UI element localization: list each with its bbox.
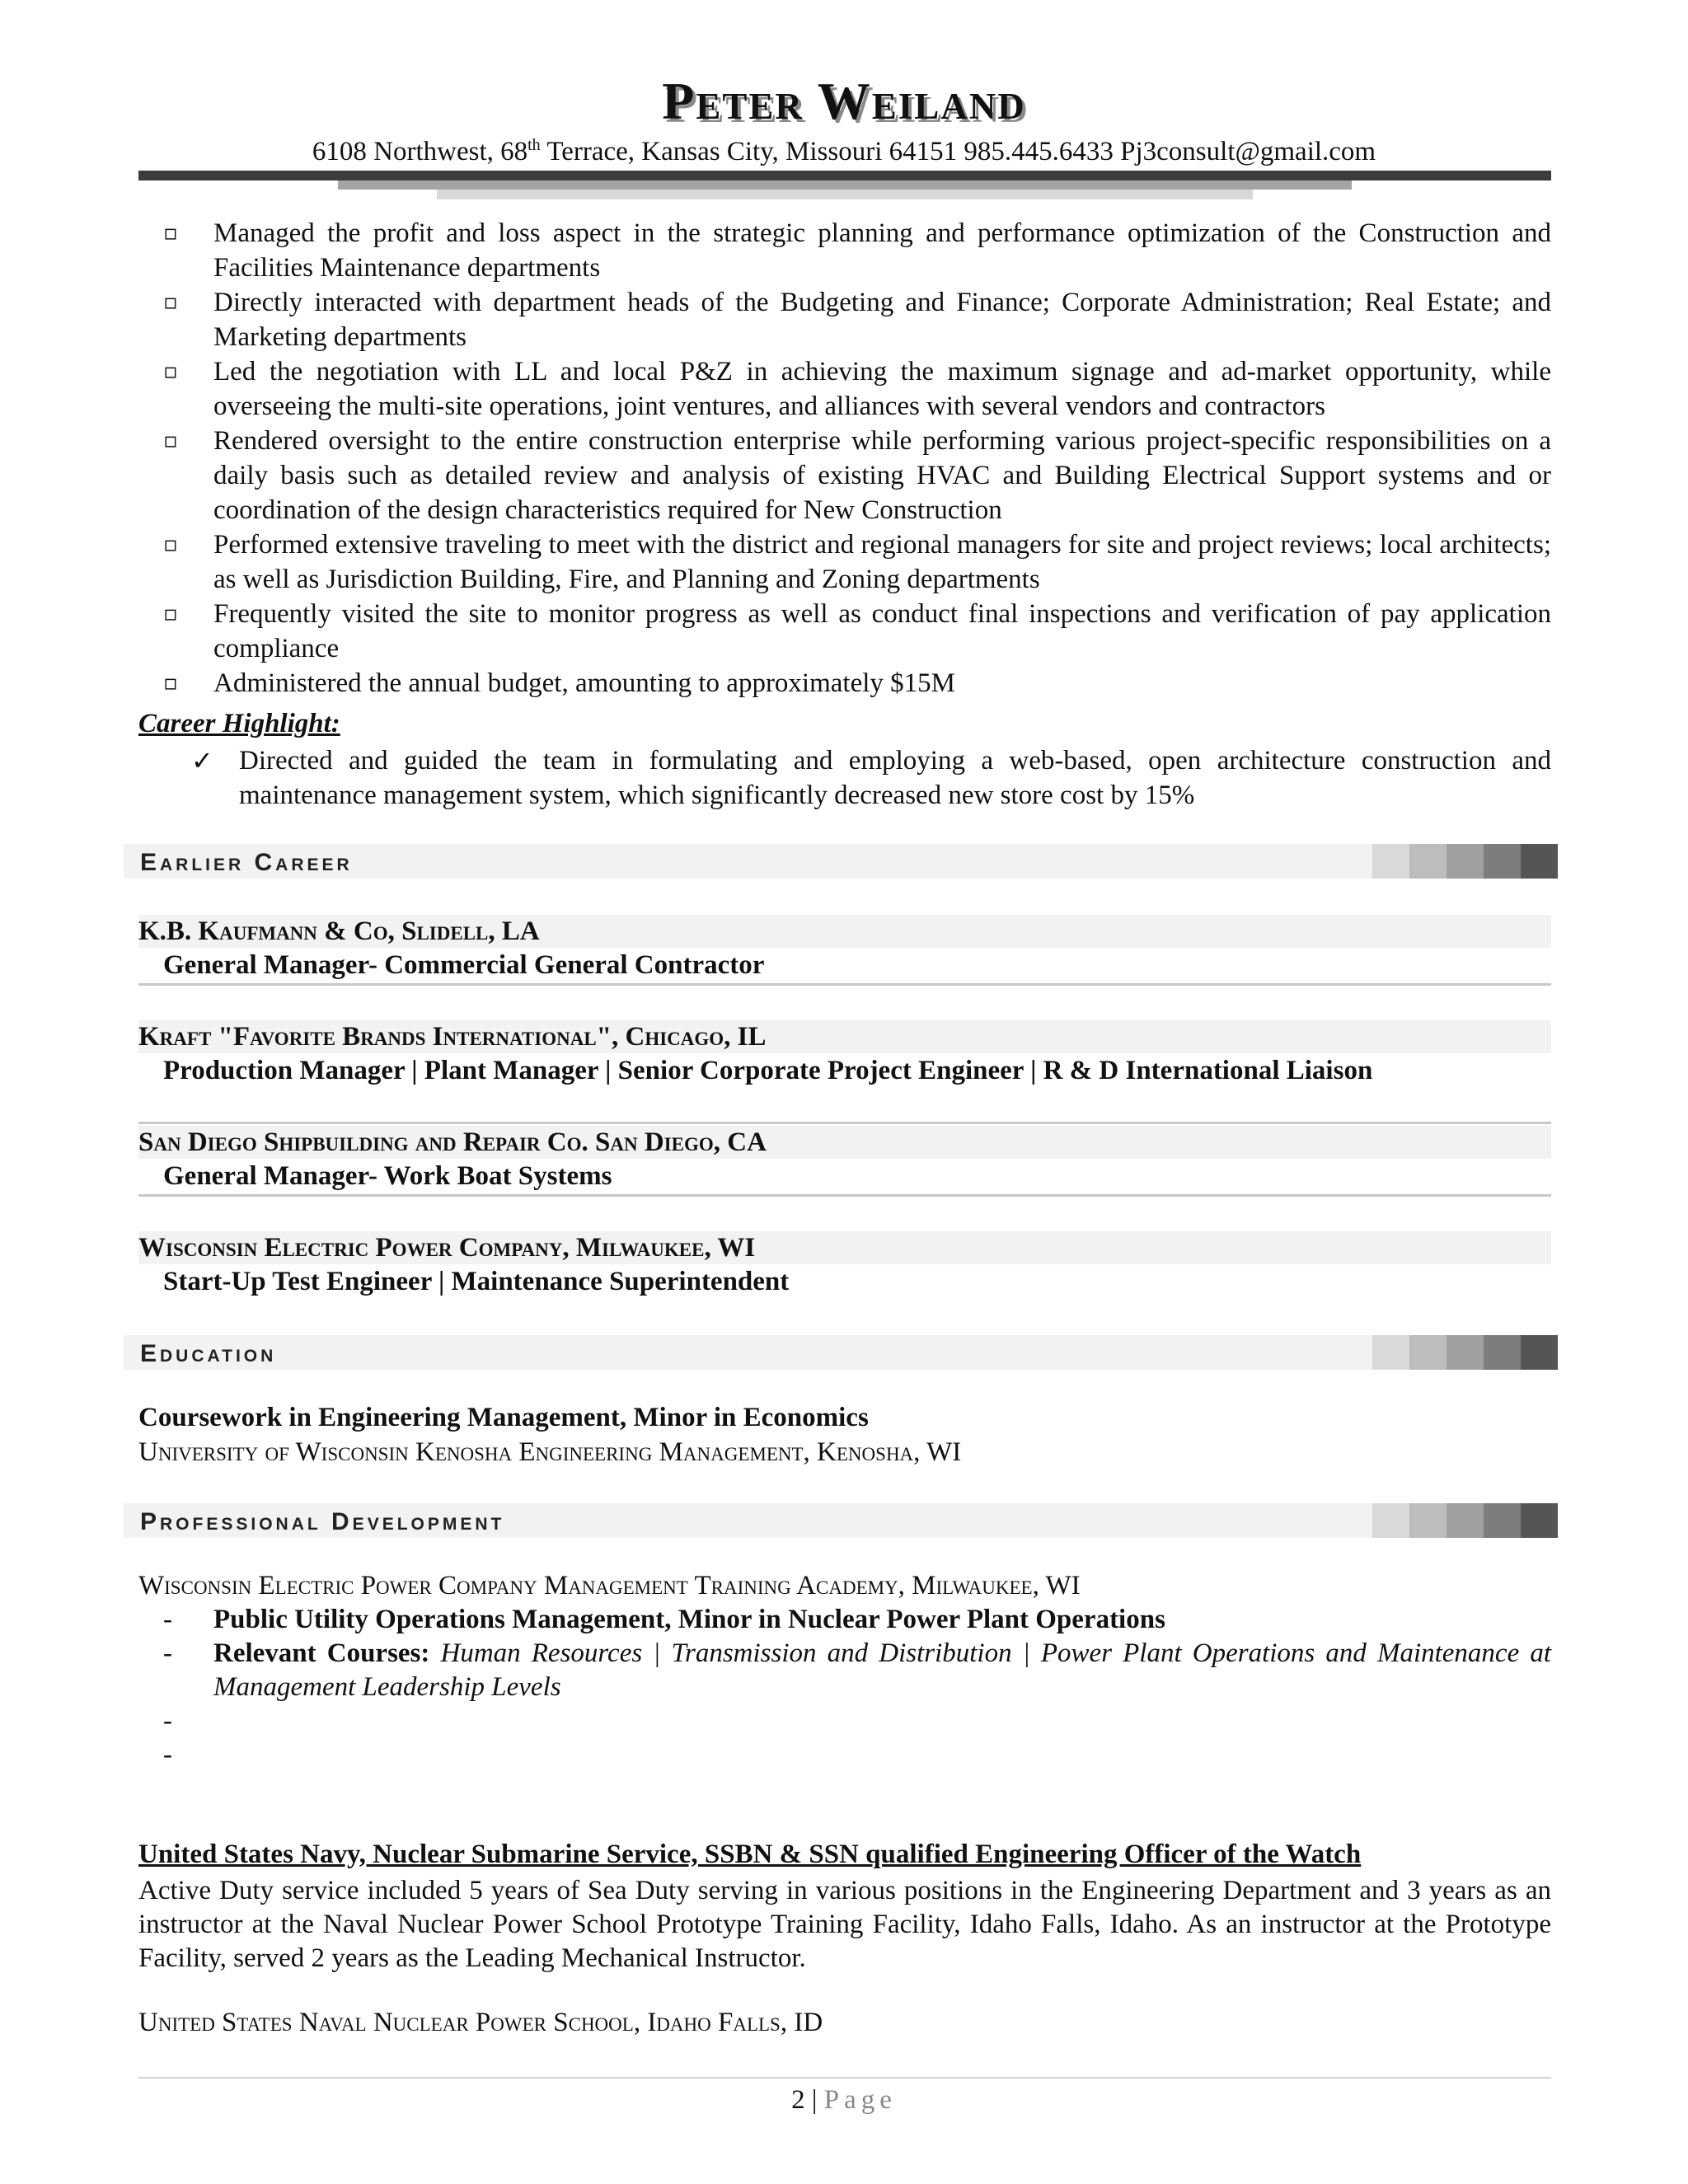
- list-item: ▫ Administered the annual budget, amounting to approximately $15M: [138, 666, 1551, 701]
- job-entry: [138, 1020, 1551, 1088]
- candidate-name: Peter Weiland: [662, 72, 1026, 130]
- company-name: Wisconsin Electric Power Company, Milwaukee, WI: [138, 1231, 1551, 1264]
- navy-service-title: United States Navy, Nuclear Submarine Service, SSBN & SSN qualified Engineering Officer of the Watch: [138, 1840, 1362, 1869]
- list-item: [138, 1704, 1551, 1738]
- gradient-square: [1447, 1503, 1484, 1538]
- gradient-square: [1372, 1335, 1409, 1370]
- gradient-square: [1484, 1503, 1521, 1538]
- job-entry: [138, 1231, 1551, 1299]
- education-degree: Coursework in Engineering Management, Minor in Economics: [138, 1403, 869, 1432]
- education-school: University of Wisconsin Kenosha Engineering Management, Kenosha, WI: [138, 1437, 962, 1467]
- bullet-icon: ▫: [163, 221, 178, 246]
- list-item: ▫ Managed the profit and loss aspect in the strategic planning and performance optimization of the Construction and Facilities Maintenance departments: [138, 216, 1551, 285]
- company-name: San Diego Shipbuilding and Repair Co. San Diego, CA: [138, 1126, 1551, 1159]
- training-list: [138, 1603, 1551, 1772]
- dash-icon: -: [163, 1638, 172, 1668]
- navy-school: United States Naval Nuclear Power School, Idaho Falls, ID: [138, 2008, 823, 2037]
- page-footer: [0, 2085, 1688, 2116]
- contact-line: [0, 136, 1688, 167]
- company-name: Kraft "Favorite Brands International", Chicago, IL: [138, 1020, 1551, 1053]
- list-item: ▫ Performed extensive traveling to meet with the district and regional managers for site and project reviews; local architects; as well as Jurisdiction Building, Fire, and Planning and Zoning departments: [138, 527, 1551, 597]
- company-name: K.B. Kaufmann & Co, Slidell, LA: [138, 915, 1551, 948]
- list-item: ▫ Frequently visited the site to monitor progress as well as conduct final inspections and verification of pay application compliance: [138, 597, 1551, 666]
- dash-icon: -: [163, 1740, 172, 1769]
- bullet-icon: ▫: [163, 429, 178, 453]
- gradient-square: [1484, 844, 1521, 879]
- section-header-professional-development: Professional Development: [124, 1503, 1558, 1538]
- divider: [138, 1194, 1551, 1197]
- divider: [138, 1122, 1551, 1124]
- page-label: Page: [823, 2085, 897, 2115]
- gradient-square: [1484, 1335, 1521, 1370]
- page-number: 2: [791, 2085, 805, 2115]
- dash-icon: -: [163, 1706, 172, 1736]
- bullet-icon: ▫: [163, 532, 178, 557]
- gradient-square: [1409, 844, 1447, 879]
- career-highlight-item: ✓ Directed and guided the team in formulating and employing a web-based, open architecture construction and maintenance management system, which significantly decreased new store cost by 15%: [191, 745, 1551, 810]
- email-link[interactable]: Pj3consult@gmail.com: [1120, 137, 1376, 166]
- gradient-square: [1409, 1503, 1447, 1538]
- header-rule-mid: [338, 180, 1352, 190]
- gradient-square: [1372, 844, 1409, 879]
- job-entry: [138, 915, 1551, 982]
- section-header-earlier-career: Earlier Career: [124, 844, 1558, 879]
- list-item: ▫ Led the negotiation with LL and local P&Z in achieving the maximum signage and ad-market opportunity, while overseeing the multi-site operations, joint ventures, and alliances with several vendors and contractors: [138, 354, 1551, 424]
- footer-separator: |: [804, 2085, 824, 2115]
- bullet-icon: ▫: [163, 671, 178, 696]
- divider: [138, 983, 1551, 986]
- job-role: General Manager- Commercial General Contractor: [163, 950, 765, 980]
- bullet-icon: ▫: [163, 359, 178, 384]
- dash-icon: -: [163, 1605, 172, 1634]
- gradient-square: [1447, 844, 1484, 879]
- bullet-icon: ▫: [163, 602, 178, 626]
- navy-service-description: Active Duty service included 5 years of Sea Duty serving in various positions in the Engineering Department and 3 years as an instructor at the Naval Nuclear Power School Prototype Training Facility, Idaho Falls, Idaho. As an instructor at the Prototype Facility, served 2 years as the Leading Mechanical Instructor.: [138, 1876, 1551, 1973]
- footer-divider: [138, 2077, 1551, 2079]
- address: 6108 Northwest, 68th Terrace, Kansas City, Missouri 64151: [312, 136, 958, 166]
- responsibility-list: [138, 216, 1551, 701]
- job-role: Start-Up Test Engineer | Maintenance Superintendent: [163, 1267, 790, 1296]
- header-rule-dark: [138, 171, 1551, 180]
- section-header-education: Education: [124, 1335, 1558, 1370]
- list-item: ▫ Directly interacted with department heads of the Budgeting and Finance; Corporate Administration; Real Estate; and Marketing departments: [138, 285, 1551, 354]
- gradient-square: [1521, 1503, 1558, 1538]
- bullet-icon: ▫: [163, 290, 178, 315]
- job-role: Production Manager | Plant Manager | Senior Corporate Project Engineer | R & D International Liaison: [163, 1056, 1373, 1085]
- job-entry: [138, 1126, 1551, 1193]
- header-rule-light: [437, 190, 1253, 199]
- gradient-square: [1521, 844, 1558, 879]
- phone: 985.445.6433: [964, 137, 1114, 166]
- list-item: [138, 1738, 1551, 1772]
- list-item: - Public Utility Operations Management, Minor in Nuclear Power Plant Operations: [138, 1603, 1551, 1637]
- gradient-square: [1372, 1503, 1409, 1538]
- checkmark-icon: ✓: [191, 745, 213, 776]
- job-role: General Manager- Work Boat Systems: [163, 1161, 612, 1191]
- gradient-square: [1447, 1335, 1484, 1370]
- gradient-square: [1521, 1335, 1558, 1370]
- career-highlight-label: Career Highlight:: [138, 709, 340, 738]
- gradient-square: [1409, 1335, 1447, 1370]
- list-item: - Relevant Courses: Human Resources | Transmission and Distribution | Power Plant Operations and Maintenance at Management Leadership Levels: [163, 1638, 1551, 1702]
- list-item: ▫ Rendered oversight to the entire construction enterprise while performing various project-specific responsibilities on a daily basis such as detailed review and analysis of existing HVAC and Building Electrical Support systems and or coordination of the design characteristics required for New Construction: [138, 424, 1551, 527]
- training-academy: Wisconsin Electric Power Company Management Training Academy, Milwaukee, WI: [138, 1571, 1081, 1601]
